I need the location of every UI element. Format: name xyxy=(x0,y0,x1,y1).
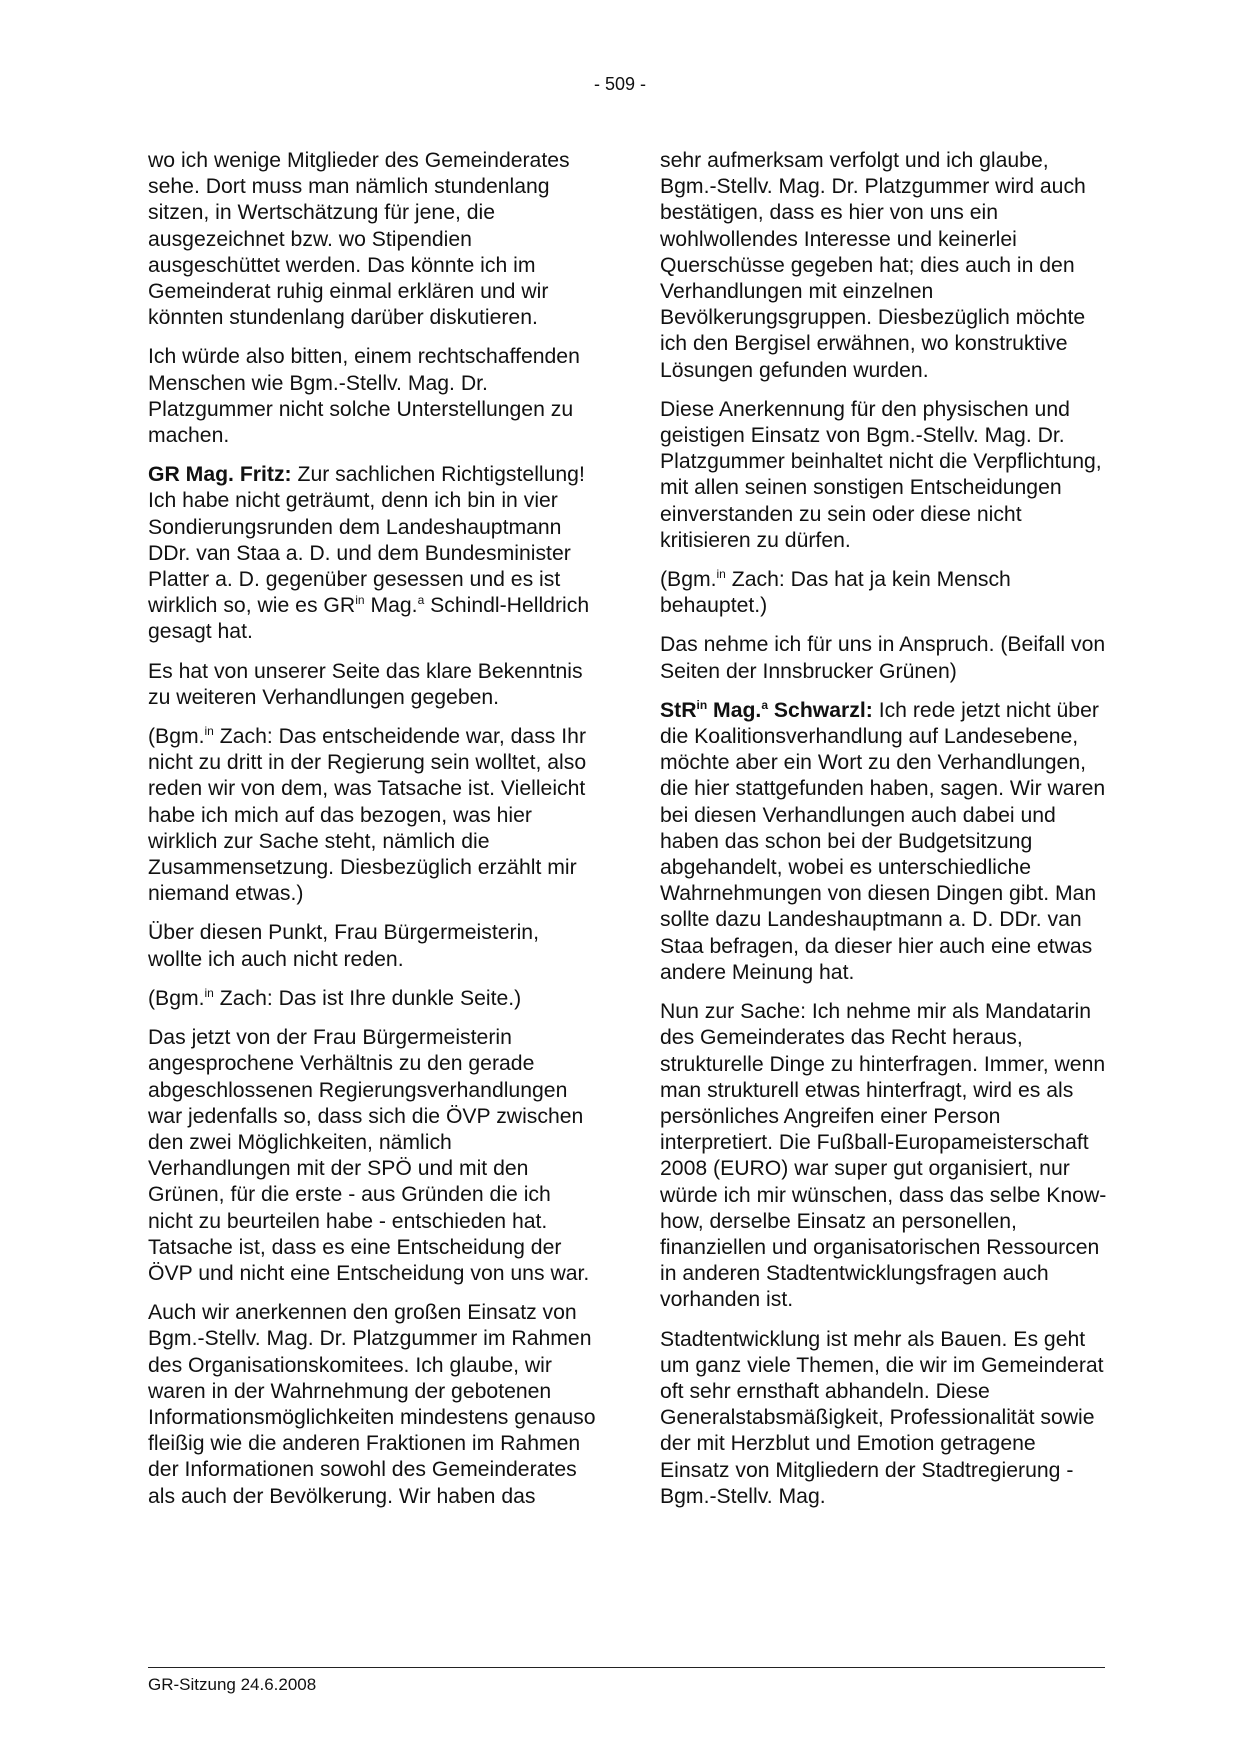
paragraph: Auch wir anerkennen den großen Einsatz von Bgm.-Stellv. Mag. Dr. Platzgummer im Rahmen des Organisationskomitees. Ich glaube, wir waren in der Wahrnehmung der gebotenen Informationsmöglichkeiten mindestens genauso fleißig wie die anderen Fraktionen im Rahmen der Informationen sowohl des Gemeinderates als auch der Bevölkerung. Wir haben das xyxy=(148,1301,596,1508)
speech-paragraph xyxy=(660,698,1110,986)
interjection-text: Zach: Das hat ja kein Mensch behauptet.) xyxy=(660,568,1011,618)
speech-text: Schindl-Helldrich gesagt hat. xyxy=(148,594,590,644)
paragraph: wo ich wenige Mitglieder des Gemeinderates sehe. Dort muss man nämlich stundenlang sitzen, in Wertschätzung für jene, die ausgezeichnet bzw. wo Stipendien ausgeschüttet werden. Das könnte ich im Gemeinderat ruhig einmal erklären und wir könnten stundenlang darüber diskutieren. xyxy=(148,149,570,330)
speech-text: Zur sachlichen Richtigstellung! Ich habe nicht geträumt, denn ich bin in vier Sondierungsrunden dem Landeshauptmann DDr. van Staa a. D. und dem Bundesminister Platter a. D. gegenüber gesessen und es ist wirklich so, wie es GR xyxy=(148,463,585,618)
right-column xyxy=(660,148,1110,1523)
interjection-text: Zach: Das entscheidende war, dass Ihr nicht zu dritt in der Regierung sein wolltet, also reden wir von dem, was Tatsache ist. Vielleicht habe ich mich auf das bezogen, was hier wirklich zur Sache steht, nämlich die Zusammensetzung. Diesbezüglich erzählt mir niemand etwas.) xyxy=(148,725,587,906)
speech-text: Mag. xyxy=(364,594,418,618)
speech-text: Ich rede jetzt nicht über die Koalitionsverhandlung auf Landesebene, möchte aber ein Wort zu den Verhandlungen, die hier stattgefunden haben, sagen. Wir waren bei diesen Verhandlungen auch dabei und haben das schon bei der Budgetsitzung abgehandelt, wobei es unterschiedliche Wahrnehmungen von diesen Dingen gibt. Man sollte dazu Landeshauptmann a. D. DDr. van Staa befragen, da dieser hier auch eine etwas andere Meinung hat. xyxy=(660,698,1106,984)
paragraph: Das nehme ich für uns in Anspruch. (Beifall von Seiten der Innsbrucker Grünen) xyxy=(660,633,1106,683)
speaker-name xyxy=(660,699,873,722)
speaker-surname: Schwarzl: xyxy=(768,698,873,722)
superscript: in xyxy=(204,985,214,1000)
interjection xyxy=(148,724,598,907)
superscript: in xyxy=(696,697,708,712)
interjection-speaker: (Bgm. xyxy=(148,725,205,749)
paragraph: Stadtentwicklung ist mehr als Bauen. Es geht um ganz viele Themen, die wir im Gemeinderat oft sehr ernsthaft abhandeln. Diese Generalstabsmäßigkeit, Professionalität sowie der mit Herzblut und Emotion getragene Einsatz von Mitgliedern der Stadtregierung - Bgm.-Stellv. Mag. xyxy=(660,1327,1104,1508)
speaker-title: StR xyxy=(660,698,697,722)
speaker-name: GR Mag. Fritz: xyxy=(148,463,292,487)
paragraph: Es hat von unserer Seite das klare Bekenntnis zu weiteren Verhandlungen gegeben. xyxy=(148,659,583,709)
speech-paragraph xyxy=(148,462,598,645)
paragraph: Ich würde also bitten, einem rechtschaffenden Menschen wie Bgm.-Stellv. Mag. Dr. Platzgummer nicht solche Unterstellungen zu machen. xyxy=(148,345,580,448)
interjection xyxy=(660,567,1110,619)
paragraph: Nun zur Sache: Ich nehme mir als Mandatarin des Gemeinderates das Recht heraus, strukturelle Dinge zu hinterfragen. Immer, wenn man strukturell etwas hinterfragt, wird es als persönliches Angreifen einer Person interpretiert. Die Fußball-Europameisterschaft 2008 (EURO) war super gut organisiert, nur würde ich mir wünschen, dass das selbe Know-how, derselbe Einsatz an personellen, finanziellen und organisatorischen Ressourcen in anderen Stadtentwicklungsfragen auch vorhanden ist. xyxy=(660,1000,1107,1312)
superscript: in xyxy=(716,567,726,582)
interjection xyxy=(148,986,598,1012)
paragraph: Diese Anerkennung für den physischen und geistigen Einsatz von Bgm.-Stellv. Mag. Dr. Platzgummer beinhaltet nicht die Verpflichtung, mit allen seinen sonstigen Entscheidungen einverstanden zu sein oder diese nicht kritisieren zu dürfen. xyxy=(660,397,1102,552)
interjection-speaker: (Bgm. xyxy=(660,568,717,592)
superscript: a xyxy=(761,697,769,712)
paragraph: Über diesen Punkt, Frau Bürgermeisterin, wollte ich auch nicht reden. xyxy=(148,921,539,971)
left-column xyxy=(148,148,598,1523)
interjection-speaker: (Bgm. xyxy=(148,986,205,1010)
superscript: in xyxy=(204,724,214,739)
speaker-title: Mag. xyxy=(707,698,762,722)
footer-session-label: GR-Sitzung 24.6.2008 xyxy=(148,1675,317,1694)
footer-rule xyxy=(148,1667,1105,1668)
page-number: - 509 - xyxy=(593,74,647,94)
paragraph: Das jetzt von der Frau Bürgermeisterin angesprochene Verhältnis zu den gerade abgeschlossenen Regierungsverhandlungen war jedenfalls so, dass sich die ÖVP zwischen den zwei Möglichkeiten, nämlich Verhandlungen mit der SPÖ und mit den Grünen, für die erste - aus Gründen die ich nicht zu beurteilen habe - entschieden hat. Tatsache ist, dass es eine Entscheidung der ÖVP und nicht eine Entscheidung von uns war. xyxy=(148,1026,590,1285)
interjection-text: Zach: Das ist Ihre dunkle Seite.) xyxy=(213,986,522,1010)
paragraph: sehr aufmerksam verfolgt und ich glaube, Bgm.-Stellv. Mag. Dr. Platzgummer wird auch bestätigen, dass es hier von uns ein wohlwollendes Interesse und keinerlei Querschüsse gegeben hat; dies auch in den Verhandlungen mit einzelnen Bevölkerungsgruppen. Diesbezüglich möchte ich den Bergisel erwähnen, wo konstruktive Lösungen gefunden wurden. xyxy=(660,149,1086,382)
superscript: in xyxy=(355,593,365,608)
superscript: a xyxy=(417,593,425,608)
